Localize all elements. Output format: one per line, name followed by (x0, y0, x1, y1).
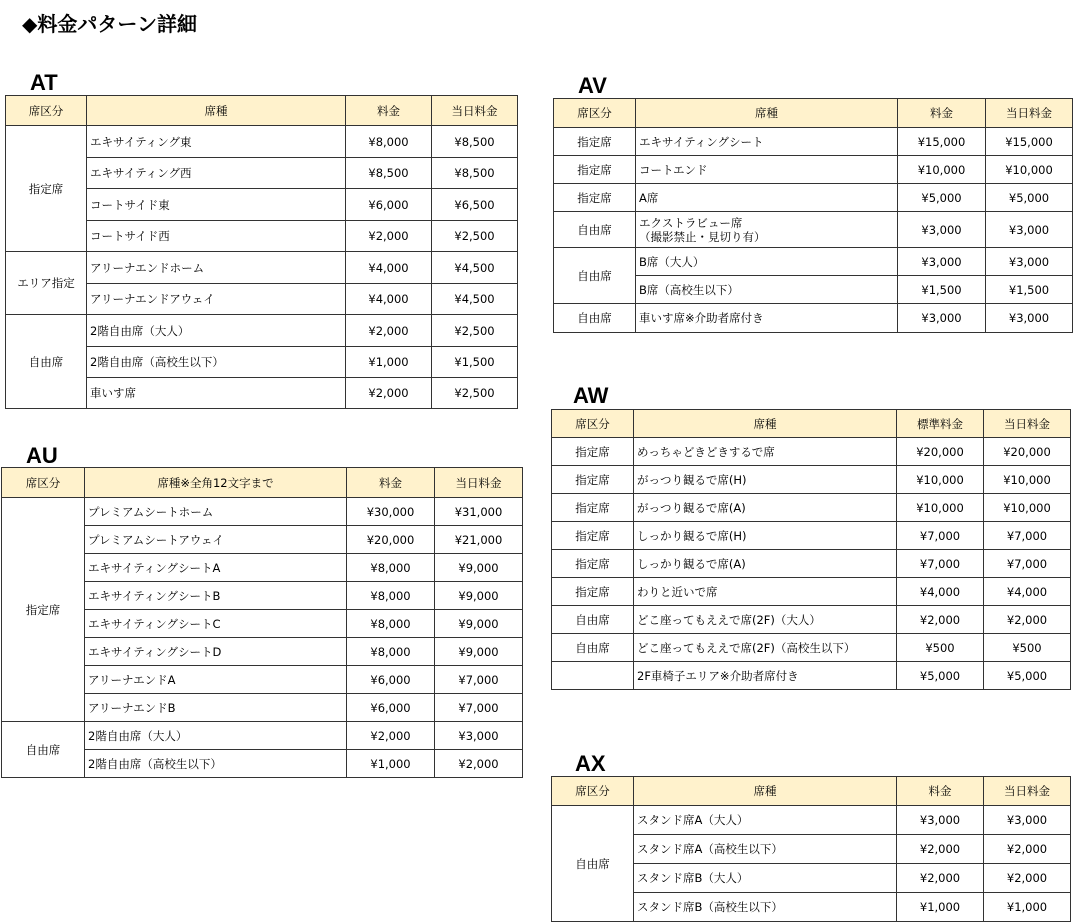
price-cell: ¥6,000 (346, 189, 432, 221)
header-seat: 席種 (634, 410, 897, 438)
seat-cell: B席（大人） (636, 248, 898, 276)
price-cell: ¥4,000 (897, 578, 984, 606)
seat-cell: スタンド席B（大人） (634, 864, 897, 893)
price-cell: ¥3,000 (898, 304, 986, 333)
header-category: 席区分 (2, 468, 85, 498)
table-row (6, 126, 518, 158)
day-price-cell: ¥10,000 (984, 494, 1071, 522)
header-day-price: 当日料金 (435, 468, 523, 498)
header-day-price: 当日料金 (432, 96, 518, 126)
seat-cell: 2F車椅子エリア※介助者席付き (634, 662, 897, 690)
day-price-cell: ¥2,000 (984, 835, 1071, 864)
header-seat: 席種 (636, 99, 898, 128)
price-cell: ¥20,000 (897, 438, 984, 466)
seat-cell: わりと近いで席 (634, 578, 897, 606)
seat-cell: アリーナエンドB (85, 694, 347, 722)
table-row (2, 498, 523, 526)
price-cell: ¥5,000 (898, 184, 986, 212)
day-price-cell: ¥1,000 (984, 893, 1071, 922)
day-price-cell: ¥8,500 (432, 126, 518, 158)
category-cell: 自由席 (554, 248, 636, 304)
price-cell: ¥6,000 (347, 694, 435, 722)
day-price-cell: ¥4,500 (432, 284, 518, 315)
table-header-row (2, 468, 523, 498)
table-row (554, 128, 1073, 156)
category-cell: 指定席 (554, 128, 636, 156)
price-cell: ¥2,000 (346, 315, 432, 347)
table-row (552, 578, 1071, 606)
table-row (552, 606, 1071, 634)
category-cell: 指定席 (554, 184, 636, 212)
price-cell: ¥3,000 (898, 248, 986, 276)
price-cell: ¥1,000 (347, 750, 435, 778)
category-cell: 自由席 (552, 806, 634, 922)
price-cell: ¥2,000 (346, 378, 432, 409)
header-seat: 席種※全角12文字まで (85, 468, 347, 498)
seat-cell: 2階自由席（高校生以下） (85, 750, 347, 778)
seat-cell: エキサイティングシートB (85, 582, 347, 610)
header-price: 料金 (347, 468, 435, 498)
day-price-cell: ¥10,000 (986, 156, 1073, 184)
table-row (552, 634, 1071, 662)
seat-cell: しっかり観るで席(A) (634, 550, 897, 578)
seat-cell: 車いす席 (87, 378, 346, 409)
header-category: 席区分 (554, 99, 636, 128)
price-cell: ¥30,000 (347, 498, 435, 526)
category-cell: 自由席 (552, 634, 634, 662)
day-price-cell: ¥9,000 (435, 554, 523, 582)
price-cell: ¥8,000 (347, 638, 435, 666)
header-day-price: 当日料金 (984, 410, 1071, 438)
category-cell (552, 662, 634, 690)
seat-cell: めっちゃどきどきするで席 (634, 438, 897, 466)
seat-cell: スタンド席A（高校生以下） (634, 835, 897, 864)
day-price-cell: ¥8,500 (432, 158, 518, 189)
day-price-cell: ¥7,000 (435, 666, 523, 694)
table-row (6, 315, 518, 347)
price-cell: ¥8,000 (347, 554, 435, 582)
day-price-cell: ¥2,500 (432, 378, 518, 409)
seat-cell: 2階自由席（大人） (85, 722, 347, 750)
header-seat: 席種 (87, 96, 346, 126)
table-row (554, 304, 1073, 333)
table-row (552, 806, 1071, 835)
day-price-cell: ¥15,000 (986, 128, 1073, 156)
category-cell: 自由席 (6, 315, 87, 409)
seat-cell: コートエンド (636, 156, 898, 184)
header-price: 料金 (897, 777, 984, 806)
day-price-cell: ¥5,000 (984, 662, 1071, 690)
table-row (552, 494, 1071, 522)
day-price-cell: ¥3,000 (986, 304, 1073, 333)
table-aw (551, 409, 1071, 690)
day-price-cell: ¥10,000 (984, 466, 1071, 494)
table-row (554, 184, 1073, 212)
seat-cell: プレミアムシートアウェイ (85, 526, 347, 554)
day-price-cell: ¥3,000 (435, 722, 523, 750)
day-price-cell: ¥9,000 (435, 638, 523, 666)
header-day-price: 当日料金 (986, 99, 1073, 128)
price-cell: ¥2,000 (347, 722, 435, 750)
table-row (554, 156, 1073, 184)
price-cell: ¥4,000 (346, 252, 432, 284)
seat-cell: B席（高校生以下） (636, 276, 898, 304)
seat-cell: エキサイティング東 (87, 126, 346, 158)
day-price-cell: ¥7,000 (984, 550, 1071, 578)
day-price-cell: ¥7,000 (435, 694, 523, 722)
day-price-cell: ¥3,000 (986, 248, 1073, 276)
table-header-row (554, 99, 1073, 128)
price-cell: ¥20,000 (347, 526, 435, 554)
price-cell: ¥4,000 (346, 284, 432, 315)
section-title-ax: AX (575, 751, 606, 776)
price-cell: ¥5,000 (897, 662, 984, 690)
header-seat: 席種 (634, 777, 897, 806)
category-cell: 自由席 (552, 606, 634, 634)
category-cell: 指定席 (2, 498, 85, 722)
table-header-row (552, 777, 1071, 806)
day-price-cell: ¥9,000 (435, 610, 523, 638)
table-ax (551, 776, 1071, 922)
header-category: 席区分 (6, 96, 87, 126)
table-row (554, 248, 1073, 276)
table-row (2, 722, 523, 750)
day-price-cell: ¥500 (984, 634, 1071, 662)
day-price-cell: ¥2,000 (435, 750, 523, 778)
category-cell: 自由席 (554, 304, 636, 333)
seat-cell: しっかり観るで席(H) (634, 522, 897, 550)
header-day-price: 当日料金 (984, 777, 1071, 806)
seat-cell: コートサイド西 (87, 221, 346, 252)
day-price-cell: ¥1,500 (986, 276, 1073, 304)
category-cell: エリア指定 (6, 252, 87, 315)
price-cell: ¥2,000 (897, 606, 984, 634)
category-cell: 指定席 (552, 438, 634, 466)
table-row (552, 522, 1071, 550)
price-cell: ¥10,000 (898, 156, 986, 184)
category-cell: 指定席 (552, 550, 634, 578)
price-cell: ¥2,000 (897, 835, 984, 864)
seat-cell: スタンド席B（高校生以下） (634, 893, 897, 922)
seat-cell: アリーナエンドアウェイ (87, 284, 346, 315)
header-price: 料金 (898, 99, 986, 128)
price-cell: ¥10,000 (897, 466, 984, 494)
seat-cell: 2階自由席（大人） (87, 315, 346, 347)
day-price-cell: ¥3,000 (986, 212, 1073, 248)
seat-cell: アリーナエンドホーム (87, 252, 346, 284)
header-category: 席区分 (552, 410, 634, 438)
day-price-cell: ¥2,000 (984, 606, 1071, 634)
price-cell: ¥7,000 (897, 550, 984, 578)
table-row (552, 466, 1071, 494)
seat-cell: プレミアムシートホーム (85, 498, 347, 526)
table-row (554, 212, 1073, 248)
day-price-cell: ¥31,000 (435, 498, 523, 526)
price-cell: ¥1,000 (346, 347, 432, 378)
category-cell: 指定席 (6, 126, 87, 252)
seat-cell: エキサイティングシートA (85, 554, 347, 582)
header-price: 料金 (346, 96, 432, 126)
category-cell: 指定席 (554, 156, 636, 184)
price-cell: ¥8,500 (346, 158, 432, 189)
day-price-cell: ¥2,500 (432, 221, 518, 252)
section-title-aw: AW (573, 383, 609, 408)
day-price-cell: ¥4,000 (984, 578, 1071, 606)
table-av (553, 98, 1073, 333)
day-price-cell: ¥6,500 (432, 189, 518, 221)
category-cell: 自由席 (2, 722, 85, 778)
seat-cell: エキサイティングシート (636, 128, 898, 156)
seat-cell: A席 (636, 184, 898, 212)
day-price-cell: ¥21,000 (435, 526, 523, 554)
header-price: 標準料金 (897, 410, 984, 438)
price-cell: ¥15,000 (898, 128, 986, 156)
price-cell: ¥8,000 (347, 610, 435, 638)
seat-cell: どこ座ってもええで席(2F)（大人） (634, 606, 897, 634)
day-price-cell: ¥2,000 (984, 864, 1071, 893)
table-header-row (552, 410, 1071, 438)
page-title: ◆料金パターン詳細 (22, 12, 197, 36)
price-cell: ¥2,000 (346, 221, 432, 252)
day-price-cell: ¥20,000 (984, 438, 1071, 466)
day-price-cell: ¥9,000 (435, 582, 523, 610)
price-cell: ¥3,000 (897, 806, 984, 835)
day-price-cell: ¥2,500 (432, 315, 518, 347)
price-cell: ¥8,000 (346, 126, 432, 158)
price-cell: ¥2,000 (897, 864, 984, 893)
seat-line-2: （撮影禁止・見切り有） (639, 229, 766, 244)
seat-cell: 車いす席※介助者席付き (636, 304, 898, 333)
table-row (552, 550, 1071, 578)
table-header-row (6, 96, 518, 126)
seat-cell: アリーナエンドA (85, 666, 347, 694)
price-cell: ¥500 (897, 634, 984, 662)
price-cell: ¥3,000 (898, 212, 986, 248)
seat-cell: エキサイティングシートC (85, 610, 347, 638)
seat-cell: スタンド席A（大人） (634, 806, 897, 835)
seat-cell: 2階自由席（高校生以下） (87, 347, 346, 378)
price-cell: ¥7,000 (897, 522, 984, 550)
day-price-cell: ¥1,500 (432, 347, 518, 378)
table-row (6, 252, 518, 284)
seat-cell: エキサイティング西 (87, 158, 346, 189)
day-price-cell: ¥4,500 (432, 252, 518, 284)
table-at (5, 95, 518, 409)
category-cell: 指定席 (552, 522, 634, 550)
table-au (1, 467, 523, 778)
day-price-cell: ¥3,000 (984, 806, 1071, 835)
price-cell: ¥10,000 (897, 494, 984, 522)
category-cell: 指定席 (552, 494, 634, 522)
seat-cell: がっつり観るで席(H) (634, 466, 897, 494)
category-cell: 指定席 (552, 578, 634, 606)
table-row (552, 438, 1071, 466)
price-cell: ¥1,500 (898, 276, 986, 304)
day-price-cell: ¥5,000 (986, 184, 1073, 212)
seat-line-1: エクストラビュー席 (639, 215, 743, 230)
header-category: 席区分 (552, 777, 634, 806)
price-cell: ¥1,000 (897, 893, 984, 922)
table-row (552, 662, 1071, 690)
seat-cell: どこ座ってもええで席(2F)（高校生以下） (634, 634, 897, 662)
section-title-au: AU (26, 443, 58, 468)
price-cell: ¥6,000 (347, 666, 435, 694)
section-title-at: AT (30, 70, 58, 95)
section-title-av: AV (578, 73, 607, 98)
seat-cell: コートサイド東 (87, 189, 346, 221)
category-cell: 自由席 (554, 212, 636, 248)
seat-cell: がっつり観るで席(A) (634, 494, 897, 522)
seat-cell: エキサイティングシートD (85, 638, 347, 666)
seat-cell (636, 212, 898, 248)
price-cell: ¥8,000 (347, 582, 435, 610)
day-price-cell: ¥7,000 (984, 522, 1071, 550)
category-cell: 指定席 (552, 466, 634, 494)
